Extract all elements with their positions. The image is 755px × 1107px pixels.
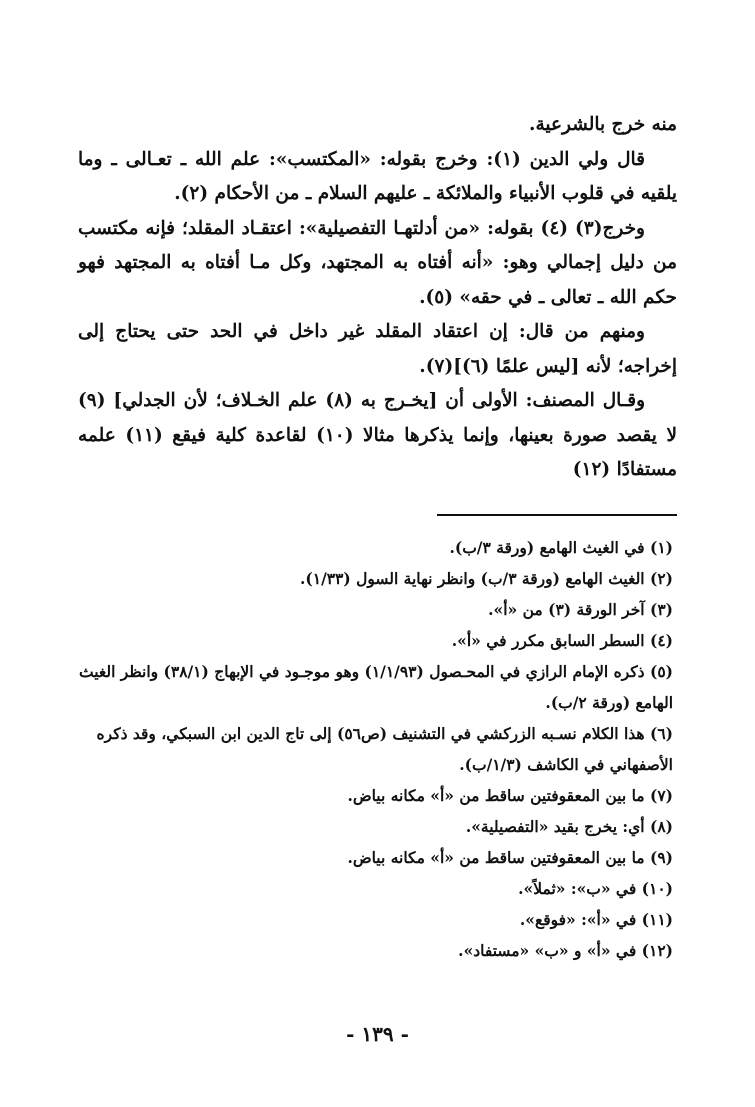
paragraph-1: منه خرج بالشرعية. xyxy=(529,114,677,135)
footnote-3: (٣) آخر الورقة (٣) من «أ». xyxy=(488,600,673,619)
footnote-11: (١١) في «أ»: «فوقع». xyxy=(519,910,673,929)
footnote-12: (١٢) في «أ» و «ب» «مستفاد». xyxy=(458,941,673,960)
footnote-7: (٧) ما بين المعقوفتين ساقط من «أ» مكانه بياض. xyxy=(347,786,673,805)
paragraph-2: قال ولي الدين (١): وخرج بقوله: «المكتسب»: علم الله ـ تعـالى ـ وما يلقيه في قلوب الأنبياء والملائكة ـ عليهم السلام ـ من الأحكام (٢). xyxy=(78,148,677,204)
footnotes-list xyxy=(78,532,677,966)
footnote-5: (٥) ذكره الإمام الرازي في المحـصول (١/١/٩٣) وهو موجـود في الإبهاج (٣٨/١) وانظر الغيث الهامع (ورقة ٢/ب). xyxy=(78,662,673,712)
footnote-9: (٩) ما بين المعقوفتين ساقط من «أ» مكانه بياض. xyxy=(347,848,673,867)
footnote-2: (٢) الغيث الهامع (ورقة ٣/ب) وانظر نهاية السول (١/٣٣). xyxy=(300,569,673,588)
footnote-1: (١) في الغيث الهامع (ورقة ٣/ب). xyxy=(449,538,673,557)
main-text xyxy=(78,108,677,488)
paragraph-3: وخرج(٣) (٤) بقوله: «من أدلتهـا التفصيلية»: اعتقـاد المقلد؛ فإنه مكتسب من دليل إجمالي وهو: «أنه أفتاه به المجتهد، وكل مـا أفتاه به المجتهد فهو حكم الله ـ تعالى ـ في حقه» (٥). xyxy=(78,217,677,308)
footnote-separator xyxy=(437,514,677,516)
footnote-4: (٤) السطر السابق مكرر في «أ». xyxy=(451,631,673,650)
footnote-6: (٦) هذا الكلام نسـبه الزركشي في التشنيف (ص٥٦) إلى تاج الدين ابن السبكي، وقد ذكره الأصفهاني في الكاشف (١/٣/ب). xyxy=(96,724,673,774)
paragraph-5: وقـال المصنف: الأولى أن [يخـرج به (٨) علم الخـلاف؛ لأن الجدلي] (٩) لا يقصد صورة بعينها، وإنما يذكرها مثالا (١٠) لقاعدة كلية فيقع (١١) علمه مستفادًا (١٢) xyxy=(78,390,677,480)
page-number: - ١٣٩ - xyxy=(346,1022,409,1046)
paragraph-4: ومنهم من قال: إن اعتقاد المقلد غير داخل في الحد حتى يحتاج إلى إخراجه؛ لأنه [ليس علمًا (٦)](٧). xyxy=(78,321,677,377)
footnote-10: (١٠) في «ب»: «ثملاً». xyxy=(518,879,673,898)
footnote-8: (٨) أي: يخرج بقيد «التفصيلية». xyxy=(465,817,673,836)
